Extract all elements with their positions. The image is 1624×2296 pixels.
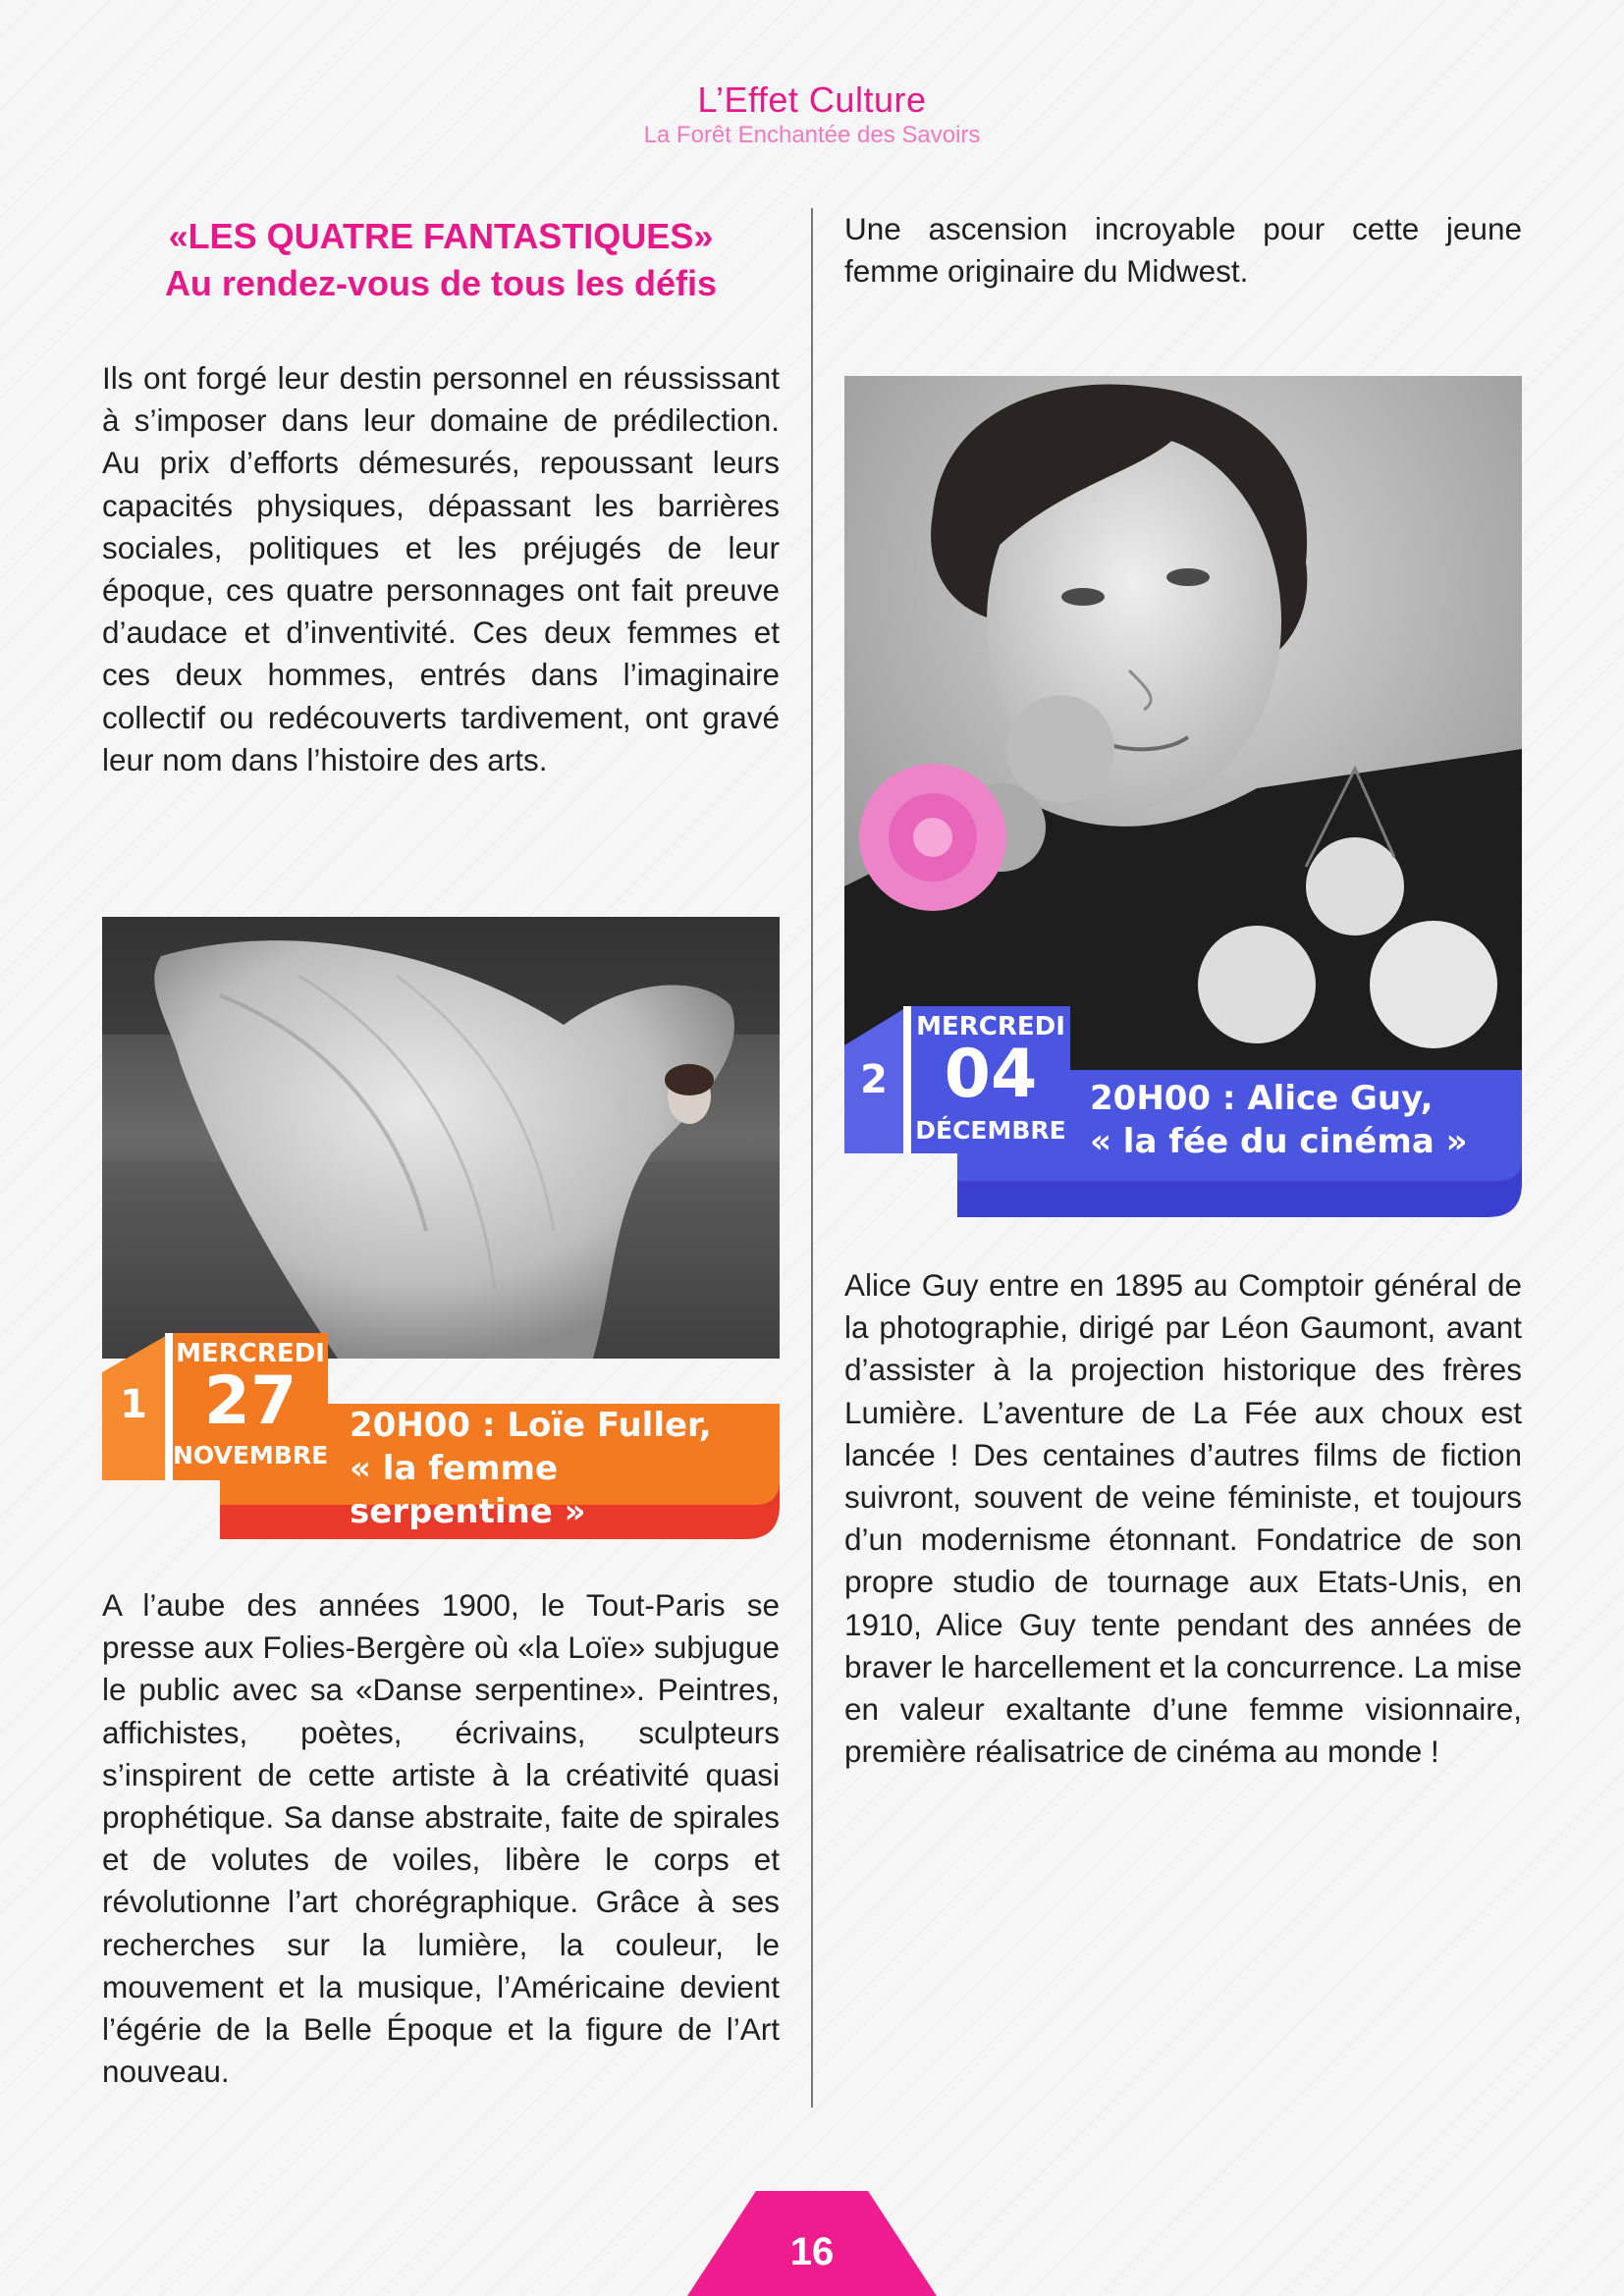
column-divider <box>811 208 813 2108</box>
event1-date-badge <box>102 1333 780 1539</box>
event2-title-line2: « la fée du cinéma » <box>1090 1122 1468 1161</box>
page-number: 16 <box>789 2230 835 2273</box>
event2-description: Alice Guy entre en 1895 au Comptoir général de la photographie, dirigé par Léon Gaumont, avant d’assister à la projection historique des frères Lumière. L’aventure de La Fée aux choux est lancée ! Des centaines d’autres films de fiction suivront, souvent de veine féministe, et toujours d’un modernisme étonnant. Fondatrice de son propre studio de tournage aux Etats-Unis, en 1910, Alice Guy tente pendant des années de braver le harcellement et la concurrence. La mise en valeur exaltante d’une femme visionnaire, première réalisatrice de cinéma au monde ! <box>844 1267 1522 1770</box>
page-header <box>0 79 1624 149</box>
event2-title-line1: 20H00 : Alice Guy, <box>1090 1079 1434 1118</box>
event1-description: A l’aube des années 1900, le Tout-Paris se presse aux Folies-Bergère où «la Loïe» subjugue le public avec sa «Danse serpentine». Peintres, affichistes, poètes, écrivains, sculpteurs s’inspirent de cette artiste à la créativité quasi prophétique. Sa danse abstraite, faite de spirales et de volutes de voiles, libère le corps et révolutionne l’art chorégraphique. Grâce à ses recherches sur la lumière, la couleur, le mouvement et la musique, l’Américaine devient l’égérie de la Belle Époque et la figure de l’Art nouveau. <box>102 1587 780 2090</box>
event1-title-line3: serpentine » <box>350 1492 586 1531</box>
event2-intro: Une ascension incroyable pour cette jeune femme originaire du Midwest. <box>844 211 1522 290</box>
left-column <box>102 214 780 781</box>
event2-day: 04 <box>944 1036 1038 1113</box>
event2-number: 2 <box>860 1057 888 1102</box>
loie-fuller-photo <box>102 917 780 1359</box>
event1-day: 27 <box>203 1362 298 1440</box>
event1-title <box>350 1404 712 1533</box>
event1-title-line1: 20H00 : Loïe Fuller, <box>350 1406 712 1445</box>
magazine-title: L’Effet Culture <box>697 80 927 120</box>
article-title-line1: «LES QUATRE FANTASTIQUES» <box>168 216 714 256</box>
event2-title <box>1090 1077 1468 1163</box>
article-title-line2: Au rendez-vous de tous les défis <box>164 263 718 303</box>
magazine-subtitle: La Forêt Enchantée des Savoirs <box>643 122 981 148</box>
alice-guy-photo <box>844 376 1522 1071</box>
event2-month: DÉCEMBRE <box>915 1116 1066 1145</box>
event1-title-line2: « la femme <box>350 1449 559 1488</box>
event1-weekday: MERCREDI <box>176 1339 325 1368</box>
article-title <box>102 214 780 308</box>
event1-month: NOVEMBRE <box>173 1441 329 1469</box>
event2-date-badge <box>844 1006 1522 1217</box>
event1-number: 1 <box>120 1382 147 1427</box>
event2-weekday: MERCREDI <box>916 1012 1065 1041</box>
article-intro: Ils ont forgé leur destin personnel en réussissant à s’imposer dans leur domaine de prédilection. Au prix d’efforts démesurés, repoussant leurs capacités physiques, dépassant les barrières sociales, politiques et les préjugés de leur époque, ces quatre personnages ont fait preuve d’audace et d’inventivité. Ces deux femmes et ces deux hommes, entrés dans l’imaginaire collectif ou redécouverts tardivement, ont gravé leur nom dans l’histoire des arts. <box>102 360 780 777</box>
page-number-badge <box>687 2191 937 2296</box>
